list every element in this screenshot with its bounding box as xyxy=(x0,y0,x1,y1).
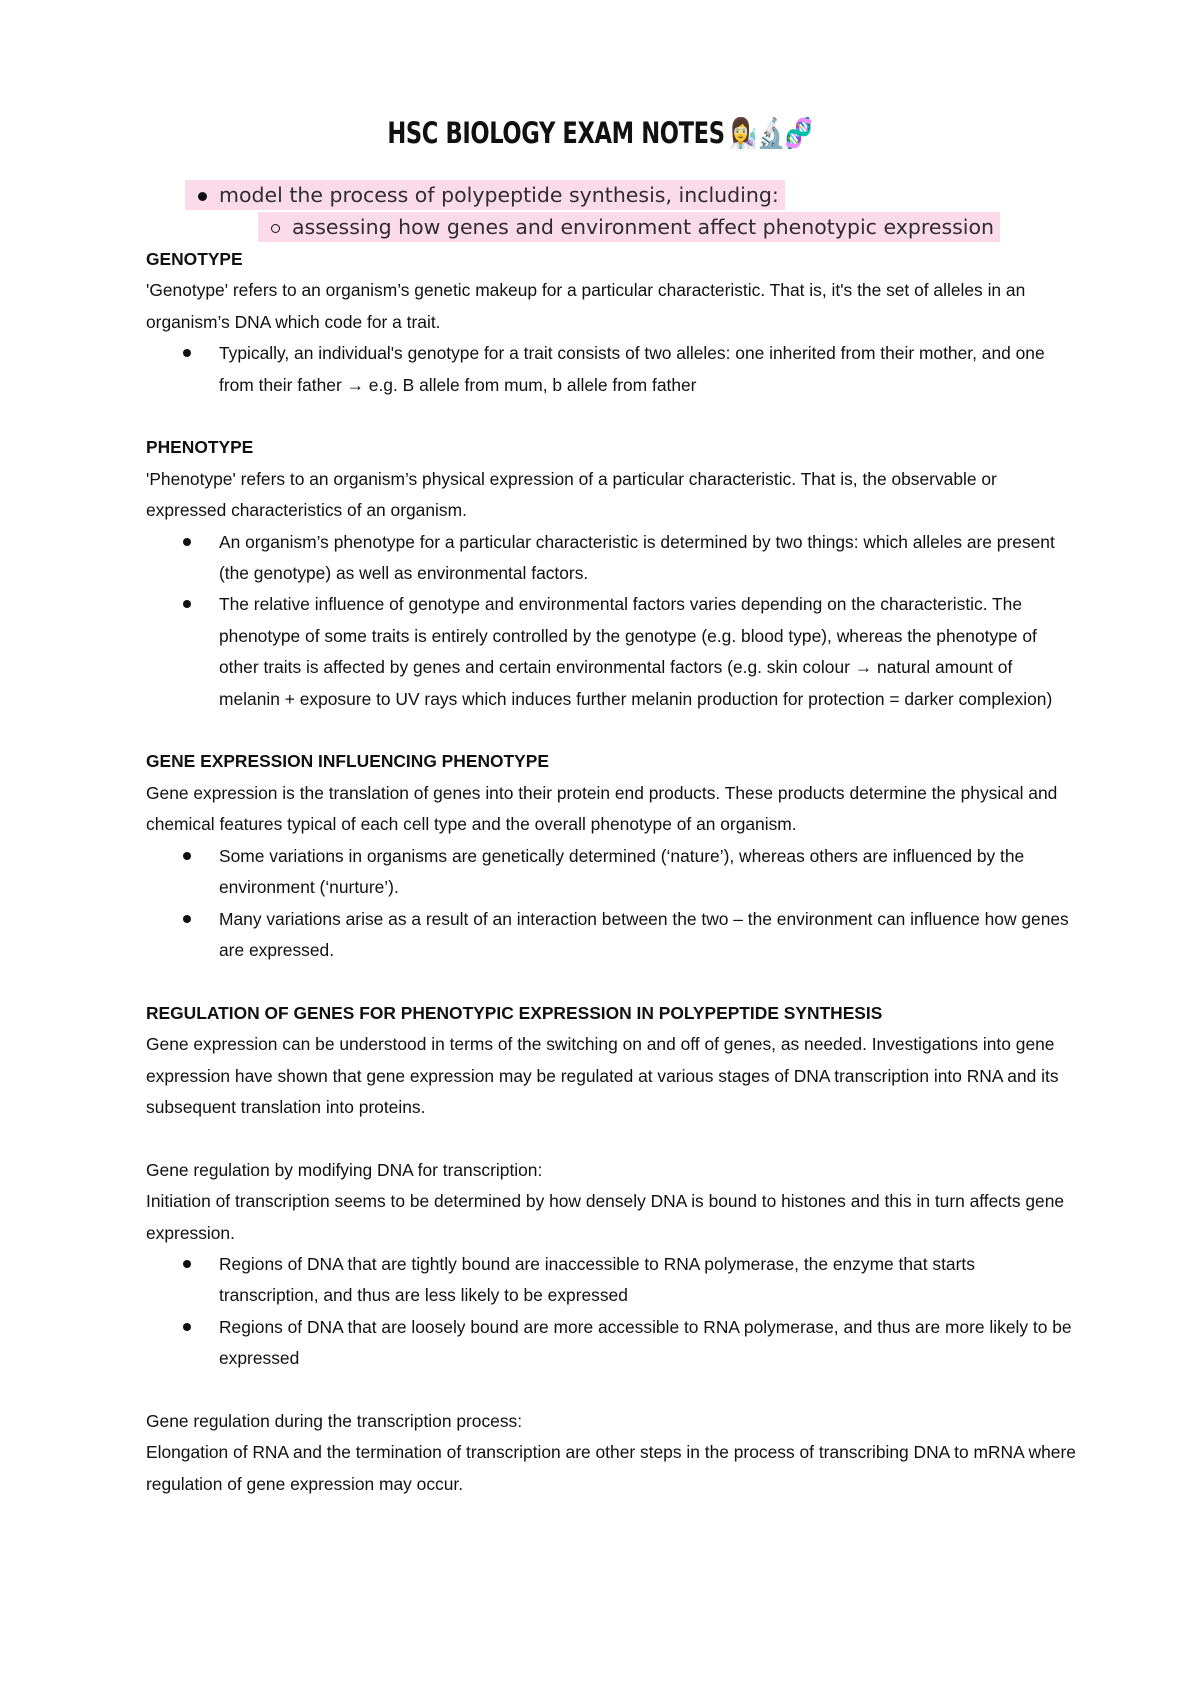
section-paragraph: 'Phenotype' refers to an organism’s physical expression of a particular characteristic. That is, the observable or expressed characteristics of an organism. xyxy=(146,468,997,521)
section-paragraph: Gene expression can be understood in terms of the switching on and off of genes, as needed. Investigations into gene expression have shown that gene expression may be regulated at various stages of DNA transcription into RNA and its subsequent translation into proteins. xyxy=(146,1034,1059,1117)
bullet-icon xyxy=(183,600,191,608)
subsection-paragraph: Initiation of transcription seems to be determined by how densely DNA is bound to histones and this in turn affects gene expression. xyxy=(146,1191,1065,1243)
section-paragraph: Gene expression is the translation of genes into their protein end products. These products determine the physical and chemical features typical of each cell type and the overall phenotype of an organism. xyxy=(146,782,1058,835)
subsection-paragraph: Elongation of RNA and the termination of transcription are other steps in the process of transcribing DNA to mRNA where regulation of gene expression may occur. xyxy=(146,1442,1076,1494)
list-item: Regions of DNA that are tightly bound are inaccessible to RNA polymerase, the enzyme that starts transcription, and thus are less likely to be expressed xyxy=(219,1249,1076,1312)
list-item: An organism’s phenotype for a particular characteristic is determined by two things: which alleles are present (the genotype) as well as environmental factors. xyxy=(219,527,1076,590)
list-item: Some variations in organisms are genetically determined (‘nature’), whereas others are influenced by the environment (‘nurture’). xyxy=(219,841,1076,904)
hollow-bullet-icon xyxy=(258,212,292,242)
bullet-icon xyxy=(185,180,219,210)
section-gene-expression xyxy=(146,746,1076,966)
subsection-heading: Gene regulation by modifying DNA for transcription: xyxy=(146,1159,543,1180)
list-item: The relative influence of genotype and environmental factors varies depending on the characteristic. The phenotype of some traits is entirely controlled by the genotype (e.g. blood type), whereas the phenotype of other traits is affected by genes and certain environmental factors (e.g. skin colour → natural amount of melanin + exposure to UV rays which induces further melanin production for protection = darker complexion) xyxy=(219,589,1076,715)
syllabus-outcome-main xyxy=(185,180,785,210)
bullet-icon xyxy=(183,852,191,860)
title-text: HSC BIOLOGY EXAM NOTES xyxy=(387,116,725,150)
bullet-list xyxy=(146,338,1076,401)
syllabus-outcome-sub xyxy=(258,212,1000,242)
bullet-list xyxy=(146,1249,1076,1375)
syllabus-outcome-text: model the process of polypeptide synthesis, including: xyxy=(219,183,779,207)
list-item: Typically, an individual's genotype for a trait consists of two alleles: one inherited from their mother, and one from their father → e.g. B allele from mum, b allele from father xyxy=(219,338,1076,401)
section-heading: REGULATION OF GENES FOR PHENOTYPIC EXPRESSION IN POLYPEPTIDE SYNTHESIS xyxy=(146,1002,883,1023)
scientist-microscope-dna-icon: 👩‍🔬🔬🧬 xyxy=(729,116,813,150)
section-paragraph: 'Genotype' refers to an organism’s genetic makeup for a particular characteristic. That is, it's the set of alleles in an organism’s DNA which code for a trait. xyxy=(146,280,1026,332)
bullet-icon xyxy=(183,538,191,546)
section-heading: PHENOTYPE xyxy=(146,437,254,458)
syllabus-outcome-text: assessing how genes and environment affect phenotypic expression xyxy=(292,215,995,239)
notes-body xyxy=(146,244,1076,1500)
bullet-icon xyxy=(183,1323,191,1331)
bullet-list xyxy=(146,841,1076,967)
bullet-icon xyxy=(183,1260,191,1268)
subsection-transcription-process xyxy=(146,1406,1076,1500)
section-regulation xyxy=(146,998,1076,1124)
list-item: Many variations arise as a result of an interaction between the two – the environment can influence how genes are expressed. xyxy=(219,904,1076,967)
section-phenotype xyxy=(146,432,1076,715)
section-heading: GENE EXPRESSION INFLUENCING PHENOTYPE xyxy=(146,751,549,772)
section-genotype xyxy=(146,244,1076,401)
list-item: Regions of DNA that are loosely bound are more accessible to RNA polymerase, and thus are more likely to be expressed xyxy=(219,1312,1076,1375)
bullet-icon xyxy=(183,915,191,923)
bullet-icon xyxy=(183,349,191,357)
subsection-dna-modification xyxy=(146,1155,1076,1375)
subsection-heading: Gene regulation during the transcription process: xyxy=(146,1410,523,1431)
section-heading: GENOTYPE xyxy=(146,249,243,269)
page-title xyxy=(132,116,1068,151)
bullet-list xyxy=(146,527,1076,715)
